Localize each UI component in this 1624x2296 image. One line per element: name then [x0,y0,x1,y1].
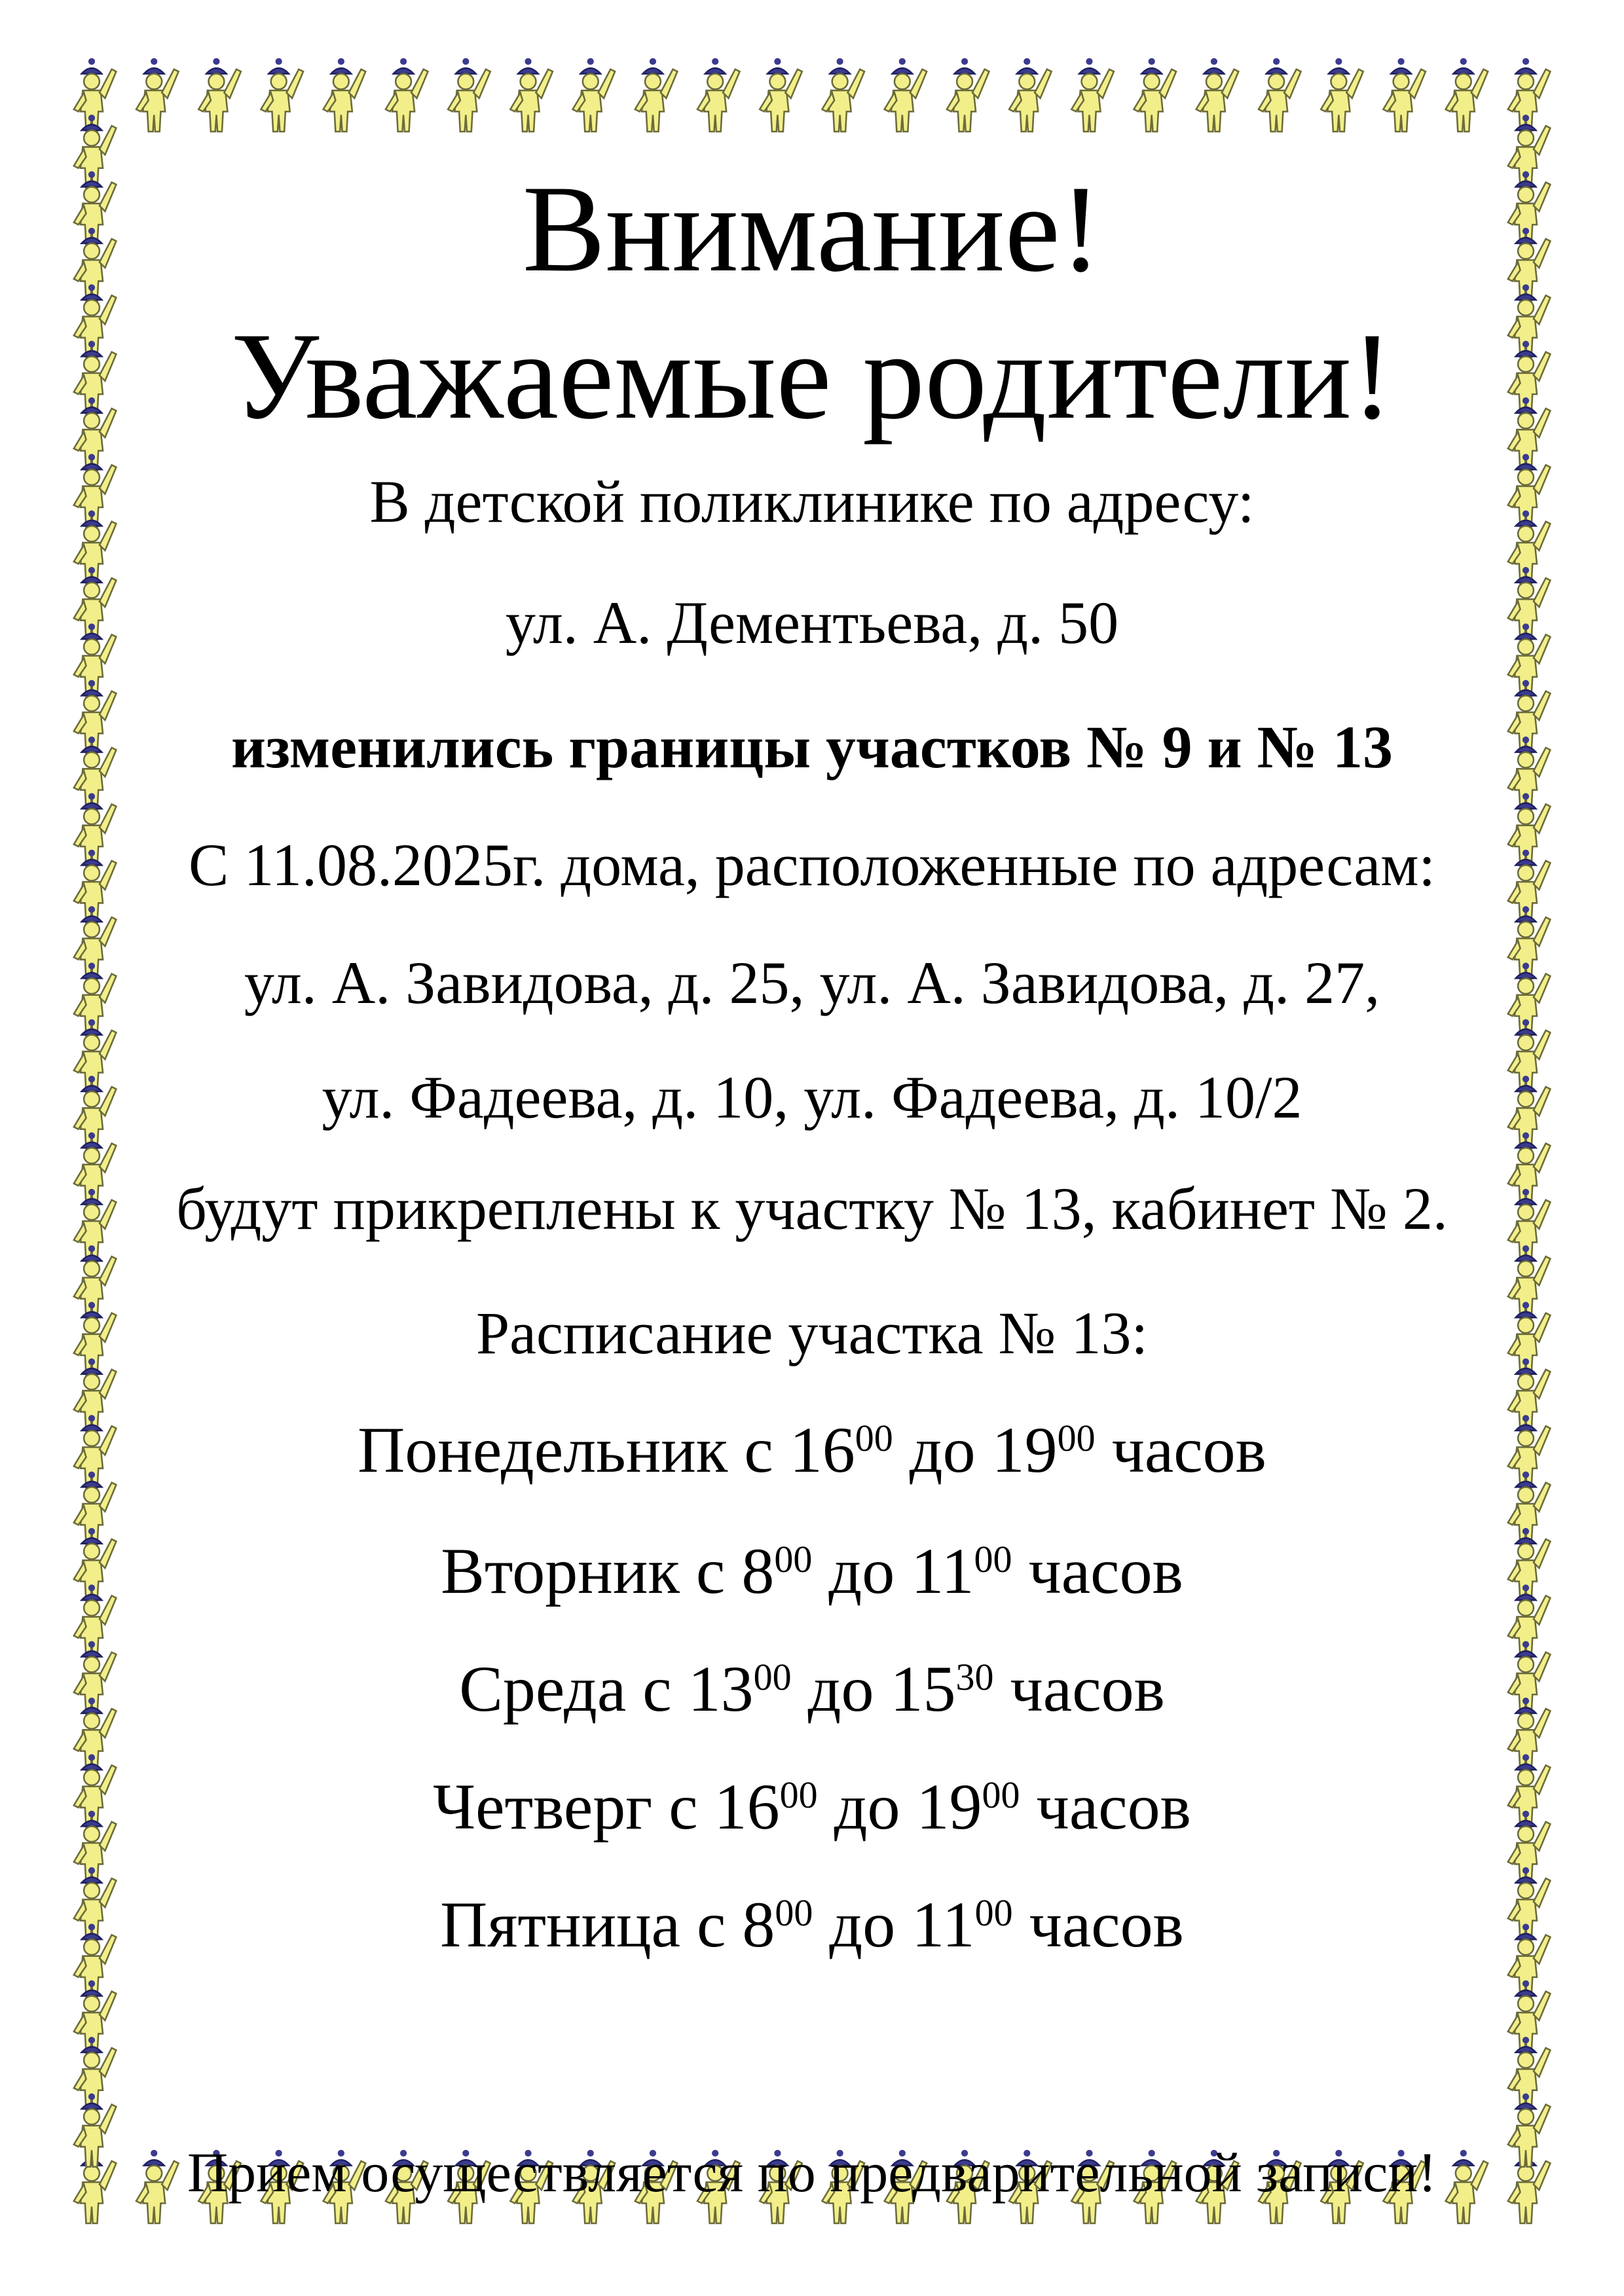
child-figure-icon [1508,1132,1551,1205]
title-dear-parents: Уважаемые родители! [231,308,1393,445]
child-figure-icon [74,962,117,1036]
child-figure-icon [1508,1811,1551,1884]
child-figure-icon [136,58,179,132]
child-figure-icon [1508,115,1551,188]
child-figure-icon [261,58,303,132]
schedule-row: Четверг с $16^{00}$ до $19^{00}$ часов [433,1770,1191,1843]
child-figure-icon [1321,58,1363,132]
child-figure-icon [74,623,117,697]
child-figure-icon [74,1189,117,1262]
child-figure-icon [1009,58,1052,132]
child-figure-icon [74,454,117,527]
schedule-row: Пятница с $8^{00}$ до $11^{00}$ часов [440,1888,1184,1961]
child-figure-icon [1508,680,1551,754]
schedule-day: Среда [459,1652,627,1725]
child-figure-icon [1508,1302,1551,1376]
child-figure-icon [74,567,117,640]
child-figure-icon [74,228,117,301]
child-figure-icon [74,1358,117,1432]
effective-date-text: С 11.08.2025г. дома, расположенные по адресам: [189,831,1435,898]
child-figure-icon [1259,58,1301,132]
child-figure-icon [74,1528,117,1601]
child-figure-icon [1508,58,1551,132]
schedule-day: Пятница [440,1888,680,1961]
child-figure-icon [74,1076,117,1149]
schedule-row: Понедельник с $16^{00}$ до $19^{00}$ часов [358,1413,1266,1486]
child-figure-icon [74,1698,117,1771]
child-figure-icon [74,906,117,979]
child-figure-icon [1508,2093,1551,2166]
schedule-day: Вторник [441,1535,680,1607]
child-figure-icon [1508,1019,1551,1093]
child-figure-icon [74,1472,117,1545]
child-figure-icon [510,58,553,132]
child-figure-icon [1508,1641,1551,1715]
child-figure-icon [74,1980,117,2054]
child-figure-icon [1508,623,1551,697]
child-figure-icon [74,1867,117,1941]
footer-appointment-note: Прием осуществляется по предварительной записи! [187,2141,1437,2204]
child-figure-icon [386,58,428,132]
child-figure-icon [1508,397,1551,471]
child-figure-icon [1508,1980,1551,2054]
child-figure-icon [74,1584,117,1658]
schedule-title: Расписание участка № 13: [475,1300,1148,1366]
child-figure-icon [74,284,117,357]
child-figure-icon [74,1811,117,1884]
child-figure-icon [74,737,117,810]
child-figure-icon [947,58,989,132]
child-figure-icon [74,680,117,754]
child-figure-icon [74,850,117,923]
child-figure-icon [1508,1754,1551,1827]
schedule-day: Четверг [433,1770,653,1843]
child-figure-icon [885,58,927,132]
child-figure-icon [1508,1358,1551,1432]
child-figure-icon [1508,341,1551,414]
child-figure-icon [573,58,616,132]
schedule-row: Вторник с $8^{00}$ до $11^{00}$ часов [441,1535,1183,1607]
child-figure-icon [74,1019,117,1093]
child-figure-icon [1508,1189,1551,1262]
child-figure-icon [1508,172,1551,245]
schedule-day: Понедельник [358,1413,728,1486]
child-figure-icon [74,1245,117,1319]
child-figure-icon [1508,850,1551,923]
addresses-line-2: ул. Фадеева, д. 10, ул. Фадеева, д. 10/2 [322,1064,1302,1131]
child-figure-icon [1508,1528,1551,1601]
schedule-row: Среда с $13^{00}$ до $15^{30}$ часов [459,1652,1165,1725]
child-figure-icon [74,1415,117,1488]
child-figure-icon [1508,1867,1551,1941]
title-attention: Внимание! [522,160,1102,298]
child-figure-icon [74,2093,117,2166]
child-figure-icon [1508,511,1551,584]
child-figure-icon [1071,58,1114,132]
child-figure-icon [74,1754,117,1827]
child-figure-icon [760,58,802,132]
child-figure-icon [1383,58,1426,132]
child-figure-icon [74,1923,117,1997]
child-figure-icon [1196,58,1239,132]
child-figure-icon [1508,906,1551,979]
child-figure-icon [1508,1472,1551,1545]
addresses-line-1: ул. А. Завидова, д. 25, ул. А. Завидова, д. 27, [244,949,1380,1016]
child-figure-icon [635,58,678,132]
child-figure-icon [74,341,117,414]
intro-text: В детской поликлинике по адресу: [369,468,1255,535]
child-figure-icon [1508,567,1551,640]
child-figure-icon [74,397,117,471]
child-figure-icon [822,58,864,132]
child-figure-icon [74,58,117,132]
child-figure-icon [1508,737,1551,810]
child-figure-icon [74,793,117,866]
child-figure-icon [1508,962,1551,1036]
child-figure-icon [1508,1245,1551,1319]
child-figure-icon [1508,1415,1551,1488]
child-figure-icon [1508,793,1551,866]
child-figure-icon [74,115,117,188]
child-figure-icon [1446,58,1488,132]
child-figure-icon [74,511,117,584]
child-figure-icon [1508,2037,1551,2110]
child-figure-icon [74,1641,117,1715]
child-figure-icon [1508,454,1551,527]
child-figure-icon [1508,1076,1551,1149]
child-figure-icon [74,1132,117,1205]
child-figure-icon [697,58,740,132]
child-figure-icon [198,58,241,132]
child-figure-icon [1134,58,1176,132]
child-figure-icon [74,2037,117,2110]
child-figure-icon [1508,228,1551,301]
child-figure-icon [1508,1698,1551,1771]
child-figure-icon [74,172,117,245]
assignment-text: будут прикреплены к участку № 13, кабинет № 2. [176,1175,1448,1242]
clinic-address: ул. А. Дементьева, д. 50 [505,589,1119,656]
headline: изменились границы участков № 9 и № 13 [231,714,1393,780]
child-figure-icon [1508,1584,1551,1658]
child-figure-icon [448,58,490,132]
child-figure-icon [74,1302,117,1376]
child-figure-icon [323,58,366,132]
child-figure-icon [1508,284,1551,357]
child-figure-icon [1508,1923,1551,1997]
